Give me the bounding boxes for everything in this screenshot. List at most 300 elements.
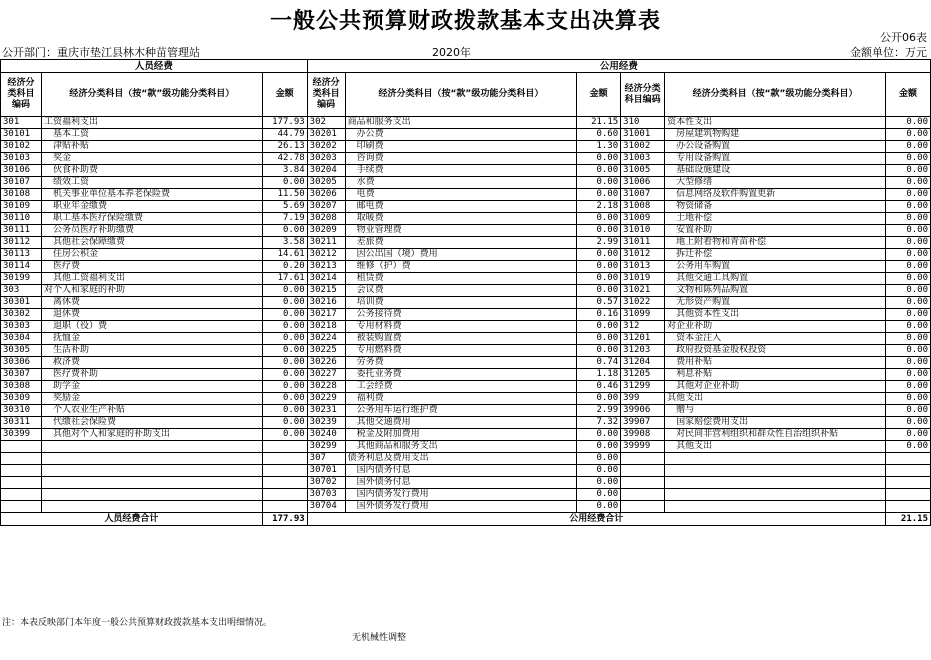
item-amount: 0.16 [577, 309, 621, 321]
item-name: 住房公积金 [41, 249, 262, 261]
unit-label: 金额单位：万元 [850, 46, 927, 59]
item-name: 税金及附加费用 [345, 429, 577, 441]
item-name: 工资福利支出 [41, 117, 262, 129]
item-code: 30301 [1, 297, 42, 309]
empty-cell [665, 453, 886, 465]
item-code: 30239 [307, 417, 345, 429]
item-name: 代缴社会保险费 [41, 417, 262, 429]
item-amount: 0.00 [885, 441, 930, 453]
item-amount: 0.46 [577, 381, 621, 393]
item-amount: 0.00 [885, 309, 930, 321]
item-amount: 0.00 [262, 369, 307, 381]
department-label: 公开部门：重庆市垫江县林木种苗管理站 [2, 46, 200, 59]
item-name: 资本性支出 [665, 117, 886, 129]
item-name: 邮电费 [345, 201, 577, 213]
item-amount: 0.00 [885, 393, 930, 405]
item-code: 30306 [1, 357, 42, 369]
item-name: 租赁费 [345, 273, 577, 285]
item-name: 维修（护）费 [345, 261, 577, 273]
empty-cell [885, 501, 930, 513]
empty-cell [621, 489, 665, 501]
item-amount: 0.00 [885, 405, 930, 417]
item-amount: 0.00 [885, 273, 930, 285]
item-name: 债务利息及费用支出 [345, 453, 577, 465]
item-code: 30102 [1, 141, 42, 153]
table-row [1, 393, 931, 405]
item-amount: 0.00 [885, 153, 930, 165]
table-row [1, 321, 931, 333]
item-code: 30701 [307, 465, 345, 477]
item-name: 公务用车运行维护费 [345, 405, 577, 417]
item-name: 其他支出 [665, 393, 886, 405]
col-header-code: 经济分类科目编码 [307, 73, 345, 117]
item-name: 退休费 [41, 309, 262, 321]
item-name: 救济费 [41, 357, 262, 369]
item-name: 其他商品和服务支出 [345, 441, 577, 453]
item-code: 310 [621, 117, 665, 129]
item-name: 会议费 [345, 285, 577, 297]
item-amount: 0.00 [577, 165, 621, 177]
item-amount: 0.00 [577, 213, 621, 225]
item-amount: 0.00 [885, 417, 930, 429]
item-code: 30106 [1, 165, 42, 177]
item-code: 31010 [621, 225, 665, 237]
item-amount: 0.00 [885, 237, 930, 249]
item-code: 31003 [621, 153, 665, 165]
item-code: 30299 [307, 441, 345, 453]
item-amount: 0.00 [885, 165, 930, 177]
table-row [1, 189, 931, 201]
item-name: 信息网络及软件购置更新 [665, 189, 886, 201]
item-code: 31008 [621, 201, 665, 213]
col-header-code: 经济分类科目编码 [1, 73, 42, 117]
item-amount: 0.00 [577, 345, 621, 357]
item-code: 31021 [621, 285, 665, 297]
item-name: 劳务费 [345, 357, 577, 369]
item-code: 30111 [1, 225, 42, 237]
empty-cell [1, 477, 42, 489]
item-amount: 0.00 [262, 357, 307, 369]
item-amount: 0.00 [577, 489, 621, 501]
item-name: 其他工资福利支出 [41, 273, 262, 285]
item-amount: 0.00 [262, 429, 307, 441]
item-name: 公务员医疗补助缴费 [41, 225, 262, 237]
table-row [1, 465, 931, 477]
item-code: 30208 [307, 213, 345, 225]
item-amount: 42.78 [262, 153, 307, 165]
item-code: 30216 [307, 297, 345, 309]
item-code: 31001 [621, 129, 665, 141]
item-code: 30202 [307, 141, 345, 153]
item-name: 对企业补助 [665, 321, 886, 333]
item-name: 取暖费 [345, 213, 577, 225]
item-code: 31012 [621, 249, 665, 261]
item-name: 咨询费 [345, 153, 577, 165]
item-name: 其他资本性支出 [665, 309, 886, 321]
col-header-name: 经济分类科目（按“款”级功能分类科目） [41, 73, 262, 117]
item-amount: 0.00 [262, 393, 307, 405]
table-row [1, 141, 931, 153]
item-code: 30226 [307, 357, 345, 369]
item-code: 31007 [621, 189, 665, 201]
empty-cell [262, 477, 307, 489]
item-code: 30703 [307, 489, 345, 501]
item-name: 印刷费 [345, 141, 577, 153]
table-row [1, 261, 931, 273]
item-name: 政府投资基金股权投资 [665, 345, 886, 357]
item-name: 被装购置费 [345, 333, 577, 345]
table-row [1, 453, 931, 465]
item-code: 30204 [307, 165, 345, 177]
item-name: 离休费 [41, 297, 262, 309]
item-code: 30305 [1, 345, 42, 357]
item-amount: 5.69 [262, 201, 307, 213]
item-name: 商品和服务支出 [345, 117, 577, 129]
item-name: 公务接待费 [345, 309, 577, 321]
item-name: 物业管理费 [345, 225, 577, 237]
item-name: 其他交通工具购置 [665, 273, 886, 285]
item-amount: 0.00 [577, 189, 621, 201]
item-name: 国内债务付息 [345, 465, 577, 477]
item-code: 31009 [621, 213, 665, 225]
item-name: 生活补助 [41, 345, 262, 357]
item-name: 其他交通费用 [345, 417, 577, 429]
item-name: 退职（役）费 [41, 321, 262, 333]
empty-cell [41, 465, 262, 477]
item-amount: 0.00 [262, 381, 307, 393]
total-public-amount: 21.15 [885, 513, 930, 526]
item-amount: 1.30 [577, 141, 621, 153]
empty-cell [665, 477, 886, 489]
item-code: 30209 [307, 225, 345, 237]
item-name: 其他对个人和家庭的补助支出 [41, 429, 262, 441]
item-code: 30231 [307, 405, 345, 417]
item-amount: 17.61 [262, 273, 307, 285]
item-code: 30112 [1, 237, 42, 249]
item-name: 大型修缮 [665, 177, 886, 189]
table-row [1, 249, 931, 261]
table-row [1, 285, 931, 297]
item-code: 30218 [307, 321, 345, 333]
item-code: 30213 [307, 261, 345, 273]
item-code: 30108 [1, 189, 42, 201]
item-amount: 0.00 [262, 345, 307, 357]
item-code: 30207 [307, 201, 345, 213]
item-code: 301 [1, 117, 42, 129]
item-name: 无形资产购置 [665, 297, 886, 309]
table-row [1, 405, 931, 417]
item-name: 电费 [345, 189, 577, 201]
item-amount: 0.00 [577, 177, 621, 189]
item-code: 30214 [307, 273, 345, 285]
table-row [1, 357, 931, 369]
item-amount: 0.00 [885, 141, 930, 153]
item-amount: 0.00 [885, 321, 930, 333]
empty-cell [621, 477, 665, 489]
item-name: 公务用车购置 [665, 261, 886, 273]
empty-cell [1, 501, 42, 513]
item-code: 303 [1, 285, 42, 297]
item-code: 31013 [621, 261, 665, 273]
item-code: 30110 [1, 213, 42, 225]
item-name: 伙食补助费 [41, 165, 262, 177]
item-code: 30103 [1, 153, 42, 165]
item-amount: 0.00 [885, 285, 930, 297]
empty-cell [41, 501, 262, 513]
item-code: 30211 [307, 237, 345, 249]
item-amount: 0.20 [262, 261, 307, 273]
item-code: 39908 [621, 429, 665, 441]
table-row [1, 225, 931, 237]
empty-cell [665, 465, 886, 477]
item-name: 基本工资 [41, 129, 262, 141]
totals-row [1, 513, 931, 526]
empty-cell [262, 465, 307, 477]
table-row [1, 381, 931, 393]
item-amount: 0.00 [885, 261, 930, 273]
item-amount: 0.57 [577, 297, 621, 309]
item-name: 对个人和家庭的补助 [41, 285, 262, 297]
item-code: 30309 [1, 393, 42, 405]
table-row [1, 273, 931, 285]
item-code: 30303 [1, 321, 42, 333]
item-code: 39907 [621, 417, 665, 429]
table-row [1, 129, 931, 141]
item-amount: 26.13 [262, 141, 307, 153]
item-name: 医疗费 [41, 261, 262, 273]
item-code: 30224 [307, 333, 345, 345]
item-amount: 1.18 [577, 369, 621, 381]
item-name: 基础设施建设 [665, 165, 886, 177]
item-name: 水费 [345, 177, 577, 189]
item-name: 拆迁补偿 [665, 249, 886, 261]
item-code: 39906 [621, 405, 665, 417]
item-amount: 0.00 [885, 225, 930, 237]
item-code: 30399 [1, 429, 42, 441]
item-name: 医疗费补助 [41, 369, 262, 381]
year-label: 2020年 [432, 46, 471, 59]
item-name: 办公费 [345, 129, 577, 141]
empty-cell [621, 501, 665, 513]
item-amount: 0.00 [885, 381, 930, 393]
item-amount: 0.00 [577, 333, 621, 345]
empty-cell [665, 489, 886, 501]
item-code: 31299 [621, 381, 665, 393]
item-amount: 0.00 [885, 357, 930, 369]
item-name: 对民间非营利组织和群众性自治组织补贴 [665, 429, 886, 441]
item-code: 30205 [307, 177, 345, 189]
table-row [1, 441, 931, 453]
item-amount: 0.00 [885, 369, 930, 381]
item-code: 399 [621, 393, 665, 405]
item-amount: 0.00 [577, 429, 621, 441]
table-row [1, 429, 931, 441]
item-name: 其他社会保障缴费 [41, 237, 262, 249]
item-code: 30302 [1, 309, 42, 321]
item-amount: 0.00 [577, 477, 621, 489]
empty-cell [262, 441, 307, 453]
item-name: 专用燃料费 [345, 345, 577, 357]
item-amount: 0.00 [577, 273, 621, 285]
item-code: 30217 [307, 309, 345, 321]
table-row [1, 153, 931, 165]
item-name: 奖金 [41, 153, 262, 165]
empty-cell [41, 441, 262, 453]
item-code: 30229 [307, 393, 345, 405]
total-public-label: 公用经费合计 [307, 513, 885, 526]
item-name: 国外债务发行费用 [345, 501, 577, 513]
item-amount: 0.00 [577, 465, 621, 477]
total-personnel-amount: 177.93 [262, 513, 307, 526]
item-code: 31204 [621, 357, 665, 369]
item-amount: 0.00 [577, 321, 621, 333]
item-name: 培训费 [345, 297, 577, 309]
item-name: 国内债务发行费用 [345, 489, 577, 501]
item-name: 职工基本医疗保险缴费 [41, 213, 262, 225]
item-code: 31099 [621, 309, 665, 321]
item-code: 30228 [307, 381, 345, 393]
item-amount: 3.58 [262, 237, 307, 249]
item-amount: 0.60 [577, 129, 621, 141]
item-code: 302 [307, 117, 345, 129]
item-code: 31022 [621, 297, 665, 309]
form-code: 公开06表 [880, 31, 927, 44]
item-code: 31002 [621, 141, 665, 153]
item-amount: 0.00 [885, 213, 930, 225]
item-name: 奖励金 [41, 393, 262, 405]
item-amount: 0.00 [577, 441, 621, 453]
item-code: 30215 [307, 285, 345, 297]
item-amount: 0.00 [577, 501, 621, 513]
item-name: 职业年金缴费 [41, 201, 262, 213]
item-name: 绩效工资 [41, 177, 262, 189]
item-code: 39999 [621, 441, 665, 453]
expenditure-table [0, 59, 931, 526]
empty-cell [885, 477, 930, 489]
item-name: 国家赔偿费用支出 [665, 417, 886, 429]
item-code: 30307 [1, 369, 42, 381]
item-code: 307 [307, 453, 345, 465]
item-amount: 21.15 [577, 117, 621, 129]
item-amount: 0.00 [577, 453, 621, 465]
col-header-amount: 金额 [885, 73, 930, 117]
item-name: 文物和陈列品购置 [665, 285, 886, 297]
item-amount: 0.00 [885, 333, 930, 345]
empty-cell [1, 465, 42, 477]
col-header-code: 经济分类科目编码 [621, 73, 665, 117]
item-code: 30101 [1, 129, 42, 141]
item-name: 办公设备购置 [665, 141, 886, 153]
table-row [1, 297, 931, 309]
item-amount: 0.00 [262, 297, 307, 309]
item-amount: 44.79 [262, 129, 307, 141]
table-row [1, 417, 931, 429]
item-name: 专用材料费 [345, 321, 577, 333]
col-header-name: 经济分类科目（按“款”级功能分类科目） [345, 73, 577, 117]
table-row [1, 165, 931, 177]
item-name: 利息补贴 [665, 369, 886, 381]
item-name: 土地补偿 [665, 213, 886, 225]
item-amount: 0.00 [885, 345, 930, 357]
empty-cell [1, 489, 42, 501]
item-name: 地上附着物和青苗补偿 [665, 237, 886, 249]
table-row [1, 333, 931, 345]
item-code: 30114 [1, 261, 42, 273]
item-amount: 0.00 [262, 417, 307, 429]
item-code: 30308 [1, 381, 42, 393]
item-amount: 0.00 [262, 285, 307, 297]
item-amount: 0.00 [885, 189, 930, 201]
item-code: 31203 [621, 345, 665, 357]
item-amount: 177.93 [262, 117, 307, 129]
item-amount: 0.00 [262, 309, 307, 321]
item-code: 30310 [1, 405, 42, 417]
empty-cell [262, 489, 307, 501]
item-code: 30311 [1, 417, 42, 429]
table-row [1, 369, 931, 381]
empty-cell [41, 489, 262, 501]
empty-cell [621, 465, 665, 477]
empty-cell [885, 453, 930, 465]
item-name: 房屋建筑物购建 [665, 129, 886, 141]
item-amount: 2.99 [577, 405, 621, 417]
item-amount: 0.00 [262, 405, 307, 417]
item-name: 国外债务付息 [345, 477, 577, 489]
item-amount: 0.00 [885, 429, 930, 441]
item-code: 31011 [621, 237, 665, 249]
item-code: 30212 [307, 249, 345, 261]
item-name: 抚恤金 [41, 333, 262, 345]
item-amount: 0.00 [262, 333, 307, 345]
item-amount: 0.00 [577, 153, 621, 165]
empty-cell [1, 453, 42, 465]
item-code: 30199 [1, 273, 42, 285]
empty-cell [885, 489, 930, 501]
item-amount: 0.00 [262, 225, 307, 237]
item-code: 30113 [1, 249, 42, 261]
item-amount: 0.00 [885, 177, 930, 189]
item-code: 312 [621, 321, 665, 333]
item-code: 30304 [1, 333, 42, 345]
empty-cell [885, 465, 930, 477]
table-row [1, 117, 931, 129]
item-code: 31019 [621, 273, 665, 285]
item-name: 委托业务费 [345, 369, 577, 381]
item-name: 机关事业单位基本养老保险费 [41, 189, 262, 201]
item-amount: 2.99 [577, 237, 621, 249]
item-name: 工会经费 [345, 381, 577, 393]
item-name: 专用设备购置 [665, 153, 886, 165]
item-code: 31201 [621, 333, 665, 345]
item-code: 30109 [1, 201, 42, 213]
item-amount: 3.84 [262, 165, 307, 177]
total-personnel-label: 人员经费合计 [1, 513, 263, 526]
item-code: 30206 [307, 189, 345, 201]
table-row [1, 237, 931, 249]
item-name: 手续费 [345, 165, 577, 177]
item-code: 30704 [307, 501, 345, 513]
item-amount: 0.00 [885, 297, 930, 309]
item-amount: 0.00 [885, 249, 930, 261]
item-amount: 0.00 [262, 321, 307, 333]
report-title: 一般公共预算财政拨款基本支出决算表 [269, 9, 661, 34]
table-row [1, 177, 931, 189]
item-amount: 2.18 [577, 201, 621, 213]
item-amount: 14.61 [262, 249, 307, 261]
empty-cell [621, 453, 665, 465]
item-code: 30227 [307, 369, 345, 381]
item-code: 30225 [307, 345, 345, 357]
